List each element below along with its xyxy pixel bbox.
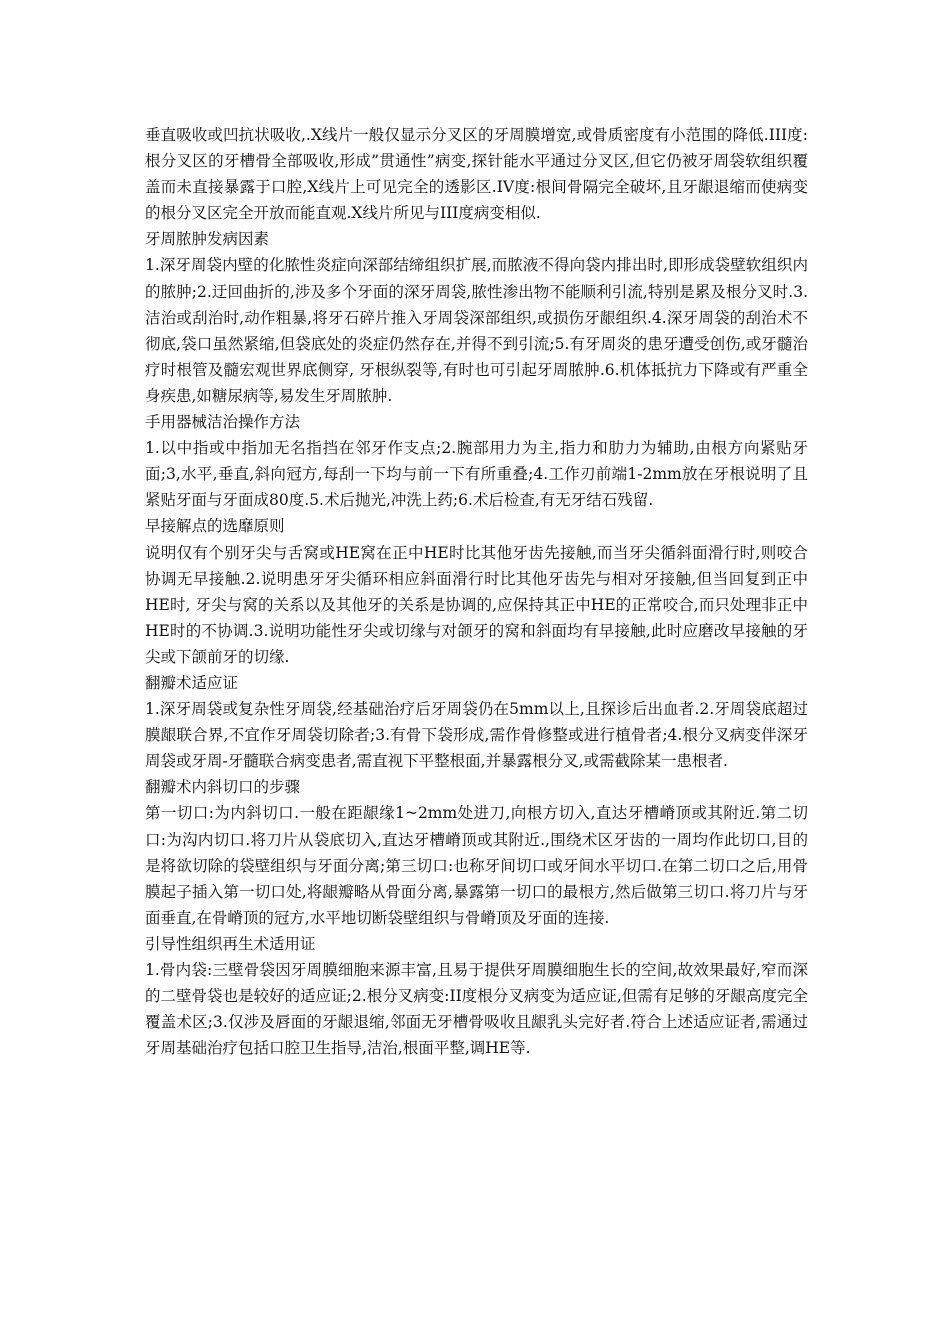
section-body-periodontal-abscess: 1.深牙周袋内壁的化脓性炎症向深部结缔组织扩展,而脓液不得向袋内排出时,即形成袋壁软组织内的脓肿;2.迂回曲折的,涉及多个牙面的深牙周袋,脓性渗出物不能顺利引流,特别是累及根分叉时.3.洁治或刮治时,动作粗暴,将牙石碎片推入牙周袋深部组织,或损伤牙龈组织.4.深牙周袋的刮治术不彻底,袋口虽然紧缩,但袋底处的炎症仍然存在,并得不到引流;5.有牙周炎的患牙遭受创伤,或牙髓治疗时根管及髓宏观世界底侧穿, 牙根纵裂等,有时也可引起牙周脓肿.6.机体抵抗力下降或有严重全身疾患,如糖尿病等,易发生牙周脓肿. <box>145 256 808 405</box>
section-heading-hand-scaling: 手用器械洁治操作方法 <box>145 413 301 432</box>
section-heading-flap-indications: 翻瓣术适应证 <box>145 673 239 692</box>
section-body-hand-scaling: 1.以中指或中指加无名指挡在邻牙作支点;2.腕部用力为主,指力和肋力为辅助,由根方向紧贴牙面;3,水平,垂直,斜向冠方,每刮一下均与前一下有所重叠;4.工作刃前端1-2mm放在牙根说明了且紧贴牙面与牙面成80度.5.术后抛光,冲洗上药;6.术后检查,有无牙结石残留. <box>145 439 808 510</box>
document-page <box>145 122 808 1061</box>
intro-paragraph: 垂直吸收或凹抗状吸收,.X线片一般仅显示分叉区的牙周膜增宽,或骨质密度有小范围的降低.III度:根分叉区的牙槽骨全部吸收,形成”贯通性”病变,探针能水平通过分叉区,但它仍被牙周袋软组织覆盖而未直接暴露于口腔,X线片上可见完全的透影区.IV度:根间骨隔完全破坏,且牙龈退缩而使病变的根分叉区完全开放而能直观.X线片所见与III度病变相似. <box>145 126 808 223</box>
section-body-flap-indications: 1.深牙周袋或复杂性牙周袋,经基础治疗后牙周袋仍在5mm以上,且探诊后出血者.2.牙周袋底超过膜龈联合界,不宜作牙周袋切除者;3.有骨下袋形成,需作骨修整或进行植骨者;4.根分叉病变伴深牙周袋或牙周-牙髓联合病变患者,需直视下平整根面,并暴露根分叉,或需截除某一患根者. <box>145 700 808 771</box>
section-heading-gtr-indications: 引导性组织再生术适用证 <box>145 934 316 953</box>
section-heading-premature-contact: 早接解点的选靡原则 <box>145 517 285 536</box>
section-body-premature-contact: 说明仅有个别牙尖与舌窝或HE窝在正中HE时比其他牙齿先接触,而当牙尖循斜面滑行时,则咬合协调无早接触.2.说明患牙牙尖循环相应斜面滑行时比其他牙齿先与相对牙接触,但当回复到正中HE时, 牙尖与窝的关系以及其他牙的关系是协调的,应保持其正中HE的正常咬合,而只处理非正中HE时的不协调.3.说明功能性牙尖或切缘与对颌牙的窝和斜面均有早接触,此时应磨改早接触的牙尖或下颌前牙的切缘. <box>145 543 808 666</box>
section-body-incision-steps: 第一切口:为内斜切口.一般在距龈缘1~2mm处进刀,向根方切入,直达牙槽嵴顶或其附近.第二切口:为沟内切口.将刀片从袋底切入,直达牙槽嵴顶或其附近.,围绕术区牙齿的一周均作此切口,目的是将欲切除的袋壁组织与牙面分离;第三切口:也称牙间切口或牙间水平切口.在第二切口之后,用骨膜起子插入第一切口处,将龈瓣略从骨面分离,暴露第一切口的最根方,然后做第三切口.将刀片与牙面垂直,在骨嵴顶的冠方,水平地切断袋壁组织与骨嵴顶及牙面的连接. <box>145 804 808 927</box>
section-heading-incision-steps: 翻瓣术内斜切口的步骤 <box>145 778 301 797</box>
section-heading-periodontal-abscess: 牙周脓肿发病因素 <box>145 230 270 249</box>
section-body-gtr-indications: 1.骨内袋:三壁骨袋因牙周膜细胞来源丰富,且易于提供牙周膜细胞生长的空间,故效果最好,窄而深的二壁骨袋也是较好的适应证;2.根分叉病变:II度根分叉病变为适应证,但需有足够的牙龈高度完全覆盖术区;3.仅涉及唇面的牙龈退缩,邻面无牙槽骨吸收且龈乳头完好者.符合上述适应证者,需通过牙周基础治疗包括口腔卫生指导,洁治,根面平整,调HE等. <box>145 961 808 1058</box>
